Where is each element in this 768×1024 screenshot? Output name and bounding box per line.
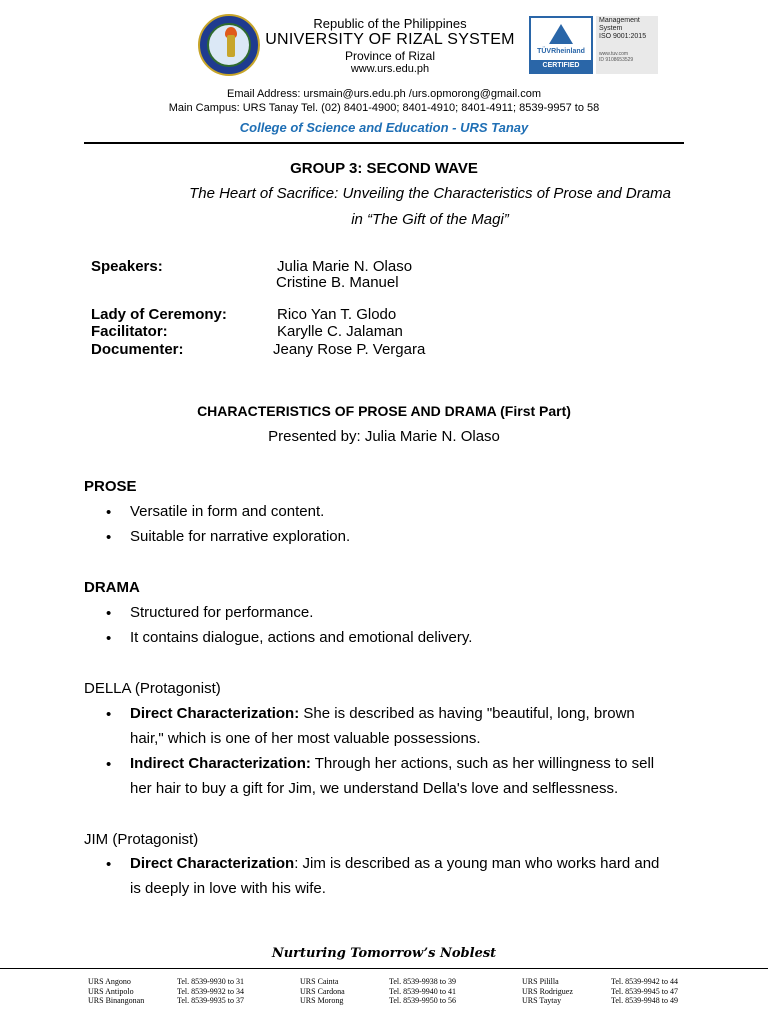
campus-name: URS Cardona — [300, 986, 345, 996]
drama-bullet-2: It contains dialogue, actions and emotional delivery. — [130, 629, 473, 646]
della-indirect-term: Indirect Characterization: — [130, 755, 311, 772]
della-direct-line1 — [130, 701, 683, 726]
campus-tel: Tel. 8539-9942 to 44 — [611, 977, 678, 986]
campus-name: URS Pililla — [522, 977, 559, 986]
campus-group-3-names — [522, 977, 573, 1006]
bullet-icon: • — [106, 756, 112, 773]
header-main-campus: Main Campus: URS Tanay Tel. (02) 8401-4900; 8401-4910; 8401-4911; 8539-9957 to 58 — [168, 102, 600, 114]
jim-direct-term: Direct Characterization — [130, 855, 295, 872]
role-label-facilitator: Facilitator: — [91, 323, 168, 340]
role-value-speaker-2: Cristine B. Manuel — [276, 274, 399, 291]
campus-group-1-tels — [177, 977, 244, 1006]
prose-bullet-1: Versatile in form and content. — [130, 503, 325, 520]
della-direct-line2: hair," which is one of her most valuable possessions. — [130, 730, 481, 747]
campus-tel: Tel. 8539-9948 to 49 — [611, 996, 678, 1005]
della-direct-text: She is described as having "beautiful, long, brown — [299, 705, 635, 722]
jim-direct-line1 — [130, 851, 683, 876]
bullet-icon: • — [106, 529, 112, 546]
tuv-brand: TÜVRheinland — [537, 48, 585, 55]
prose-bullet-2: Suitable for narrative exploration. — [130, 528, 351, 545]
iso-panel-web: www.tuv.com — [599, 51, 629, 57]
bullet-icon: • — [106, 504, 112, 521]
campus-tel: Tel. 8539-9932 to 34 — [177, 986, 244, 996]
jim-direct-text: : Jim is described as a young man who works hard and — [294, 855, 660, 872]
document-subtitle-line1: The Heart of Sacrifice: Unveiling the Characteristics of Prose and Drama — [189, 185, 671, 202]
header-province: Province of Rizal — [344, 49, 436, 63]
role-value-documenter: Jeany Rose P. Vergara — [273, 341, 426, 358]
presented-by: Presented by: Julia Marie N. Olaso — [268, 428, 500, 445]
iso-panel-id: ID 9108653529 — [599, 57, 634, 63]
campus-tel: Tel. 8539-9930 to 31 — [177, 977, 244, 986]
footer-motto: Nurturing Tomorrow’s Noblest — [271, 946, 497, 961]
bullet-icon: • — [106, 706, 112, 723]
campus-name: URS Angono — [88, 977, 131, 986]
iso-panel-line: System — [599, 25, 623, 32]
campus-name: URS Cainta — [300, 977, 339, 986]
document-title: GROUP 3: SECOND WAVE — [290, 160, 478, 177]
footer-divider — [0, 968, 768, 969]
campus-group-2-tels — [389, 977, 456, 1006]
della-indirect-line1 — [130, 751, 683, 776]
drama-bullet-1: Structured for performance. — [130, 604, 314, 621]
campus-name: URS Binangonan — [88, 996, 145, 1005]
tuv-certified-label: CERTIFIED — [531, 60, 591, 72]
bullet-icon: • — [106, 605, 112, 622]
role-label-speakers: Speakers: — [91, 258, 163, 275]
iso-panel-line: ISO 9001:2015 — [599, 33, 647, 40]
document-subtitle-line2: in “The Gift of the Magi” — [351, 211, 509, 228]
header-university-name: UNIVERSITY OF RIZAL SYSTEM — [265, 31, 515, 48]
tuv-triangle-icon — [549, 24, 573, 44]
role-value-facilitator: Karylle C. Jalaman — [277, 323, 403, 340]
header-divider — [84, 142, 684, 144]
campus-group-2-names — [300, 977, 345, 1006]
della-heading: DELLA (Protagonist) — [84, 680, 221, 697]
drama-heading: DRAMA — [84, 579, 140, 596]
campus-name: URS Taytay — [522, 996, 562, 1005]
campus-tel: Tel. 8539-9945 to 47 — [611, 986, 678, 996]
role-label-documenter: Documenter: — [91, 341, 184, 358]
campus-tel: Tel. 8539-9950 to 56 — [389, 996, 456, 1005]
della-indirect-text: Through her actions, such as her willingness to sell — [310, 755, 655, 772]
header-website: www.urs.edu.ph — [350, 63, 430, 75]
jim-direct-line2: is deeply in love with his wife. — [130, 880, 326, 897]
iso-panel-line: Management — [599, 17, 640, 24]
campus-name: URS Morong — [300, 996, 344, 1005]
tuv-certification-logo — [529, 16, 593, 74]
campus-tel: Tel. 8539-9935 to 37 — [177, 996, 244, 1005]
header-college: College of Science and Education - URS Tanay — [239, 120, 529, 135]
prose-heading: PROSE — [84, 478, 137, 495]
campus-group-1-names — [88, 977, 144, 1006]
campus-name: URS Rodriguez — [522, 986, 573, 996]
campus-group-3-tels — [611, 977, 678, 1006]
della-indirect-line2: her hair to buy a gift for Jim, we understand Della's love and selflessness. — [130, 780, 619, 797]
header-email: Email Address: ursmain@urs.edu.ph /urs.opmorong@gmail.com — [227, 88, 541, 100]
jim-heading: JIM (Protagonist) — [84, 831, 199, 848]
section-heading: CHARACTERISTICS OF PROSE AND DRAMA (First Part) — [197, 403, 571, 419]
della-direct-term: Direct Characterization: — [130, 705, 300, 722]
bullet-icon: • — [106, 630, 112, 647]
bullet-icon: • — [106, 856, 112, 873]
role-value-lady-of-ceremony: Rico Yan T. Glodo — [277, 306, 397, 323]
role-label-lady-of-ceremony: Lady of Ceremony: — [91, 306, 227, 323]
iso-certification-panel — [596, 16, 658, 74]
role-value-speaker-1: Julia Marie N. Olaso — [277, 258, 413, 275]
campus-tel: Tel. 8539-9938 to 39 — [389, 977, 456, 986]
campus-name: URS Antipolo — [88, 986, 134, 996]
header-republic: Republic of the Philippines — [313, 16, 467, 31]
campus-tel: Tel. 8539-9940 to 41 — [389, 986, 456, 996]
